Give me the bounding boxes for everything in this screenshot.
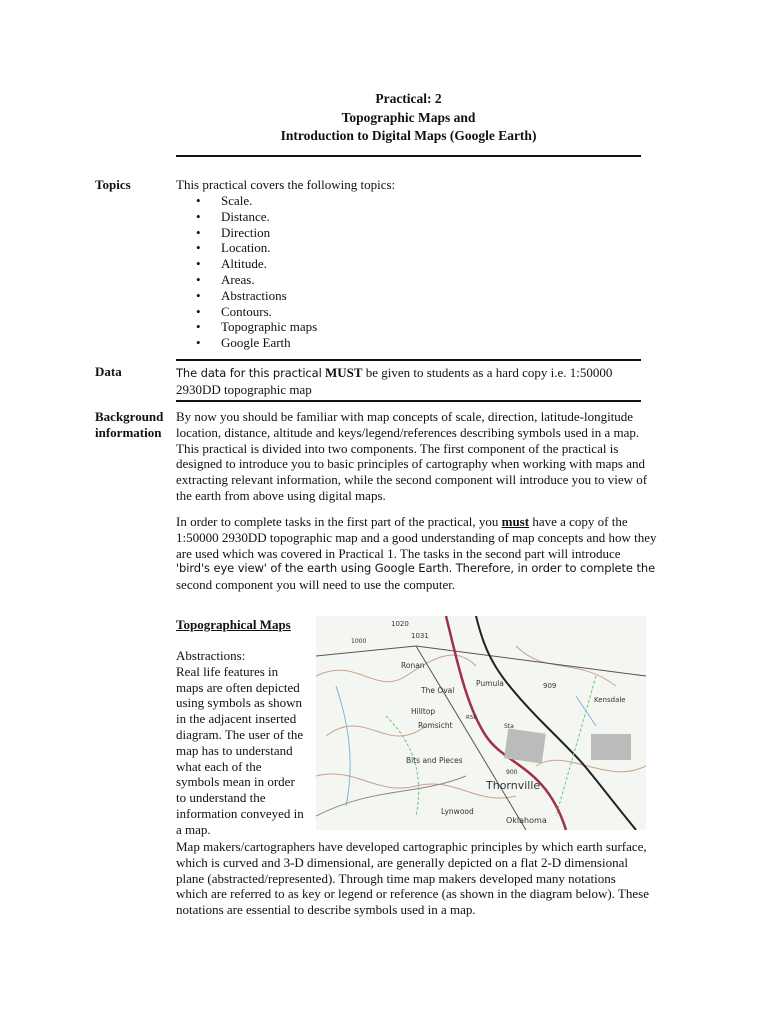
map-label: Hilltop (411, 707, 436, 716)
topics-label: Topics (95, 177, 131, 192)
text-line: This practical is divided into two components. The first component of the practical is (176, 440, 619, 456)
list-item: • Contours. (196, 304, 317, 320)
data-text-bold: MUST (324, 365, 363, 380)
text-line: which are referred to as key or legend or reference (as shown in the diagram below). These (176, 886, 649, 902)
text-line: symbols mean in order (176, 774, 295, 790)
text-line: information conveyed in (176, 805, 304, 821)
map-label: 1031 (411, 632, 429, 640)
text-line: diagram. The user of the (176, 726, 304, 742)
map-label: Kensdale (594, 696, 626, 704)
document-title (176, 90, 641, 146)
topics-list (196, 193, 317, 351)
text-line: are used which was covered in Practical 1. The tasks in the second part will introduce (176, 545, 621, 561)
text-line: maps are often depicted (176, 679, 300, 695)
map-label: R56 (466, 715, 477, 721)
topographic-map-image (316, 616, 646, 830)
list-item: • Direction (196, 225, 317, 241)
list-item: • Distance. (196, 209, 317, 225)
text-line: in the adjacent inserted (176, 711, 297, 727)
text-line: location, distance, altitude and keys/legend/references describing symbols used in a map. (176, 424, 640, 440)
map-label: Thornville (486, 779, 541, 792)
text-line: notations are essential to describe symbols used in a map. (176, 902, 476, 918)
text-line: second component you will need to use the computer. (176, 577, 456, 593)
map-label: Oklahoma (506, 816, 547, 825)
text-line: map has to understand (176, 742, 293, 758)
data-text-post: be given to students as a hard copy i.e. 1:50000 (362, 365, 613, 380)
map-label: Bits and Pieces (406, 756, 463, 765)
map-label: Romsicht (418, 721, 453, 730)
text-line: 'bird's eye view' of the earth using Google Earth. Therefore, in order to complete the (176, 561, 656, 576)
data-text (176, 365, 612, 398)
text-line: a map. (176, 821, 211, 837)
map-label: Ronan (401, 661, 425, 670)
list-item: • Location. (196, 240, 317, 256)
background-label-1: Background (95, 409, 164, 424)
list-item: • Scale. (196, 193, 317, 209)
emphasis-must: must (501, 514, 530, 529)
divider (176, 155, 641, 157)
text-line: Abstractions: (176, 648, 246, 663)
list-item: • Google Earth (196, 335, 317, 351)
text-line: the earth from above using digital maps. (176, 487, 386, 503)
divider (176, 400, 641, 402)
list-item: • Altitude. (196, 256, 317, 272)
text-line: what each of the (176, 758, 262, 774)
text-line: extracting relevant information, while the second component will introduce you to view of (176, 472, 648, 488)
topographical-maps-heading: Topographical Maps (176, 617, 291, 632)
map-label: 909 (543, 682, 557, 690)
map-label: Pumula (476, 679, 504, 688)
text-line: 1:50000 2930DD topographic map and a good understanding of map concepts and how they (176, 529, 657, 545)
data-text-pre: The data for this practical (176, 366, 322, 380)
text-line: plane (abstracted/represented). Through time map makers developed many notations (176, 870, 616, 886)
text-line: Real life features in (176, 663, 279, 679)
list-item: • Areas. (196, 272, 317, 288)
map-label: 1020 (391, 620, 409, 628)
background-paragraph-1 (176, 409, 647, 504)
map-label: 900 (506, 769, 518, 776)
title-line-1: Practical: 2 (375, 91, 442, 106)
data-text-line2: 2930DD topographic map (176, 381, 312, 397)
background-label-2: information (95, 424, 162, 440)
text-line: By now you should be familiar with map concepts of scale, direction, latitude-longitude (176, 409, 634, 424)
abstractions-text (176, 648, 304, 838)
topics-intro: This practical covers the following topics: (176, 177, 396, 192)
list-item: • Topographic maps (196, 319, 317, 335)
text-line: to understand the (176, 790, 266, 806)
map-label: 1000 (351, 638, 367, 645)
text-line: designed to introduce you to basic principles of cartography when working with maps and (176, 456, 645, 472)
list-item: • Abstractions (196, 288, 317, 304)
divider (176, 359, 641, 361)
map-label: Sta (504, 723, 514, 730)
data-label: Data (95, 364, 122, 379)
title-line-2: Topographic Maps and (341, 109, 476, 125)
text-line: which is curved and 3-D dimensional, are generally depicted on a flat 2-D dimensional (176, 854, 628, 870)
map-label: The Oval (421, 686, 455, 695)
title-line-3: Introduction to Digital Maps (Google Earth) (280, 128, 537, 143)
background-paragraph-2 (176, 514, 657, 593)
background-label (95, 409, 163, 441)
map-makers-paragraph (176, 839, 649, 918)
text-segment: In order to complete tasks in the first part of the practical, you (176, 514, 502, 529)
text-line: Map makers/cartographers have developed cartographic principles by which earth surface, (176, 839, 647, 854)
text-line: using symbols as shown (176, 695, 303, 711)
map-label: Lynwood (441, 807, 474, 816)
text-segment: have a copy of the (529, 514, 628, 529)
